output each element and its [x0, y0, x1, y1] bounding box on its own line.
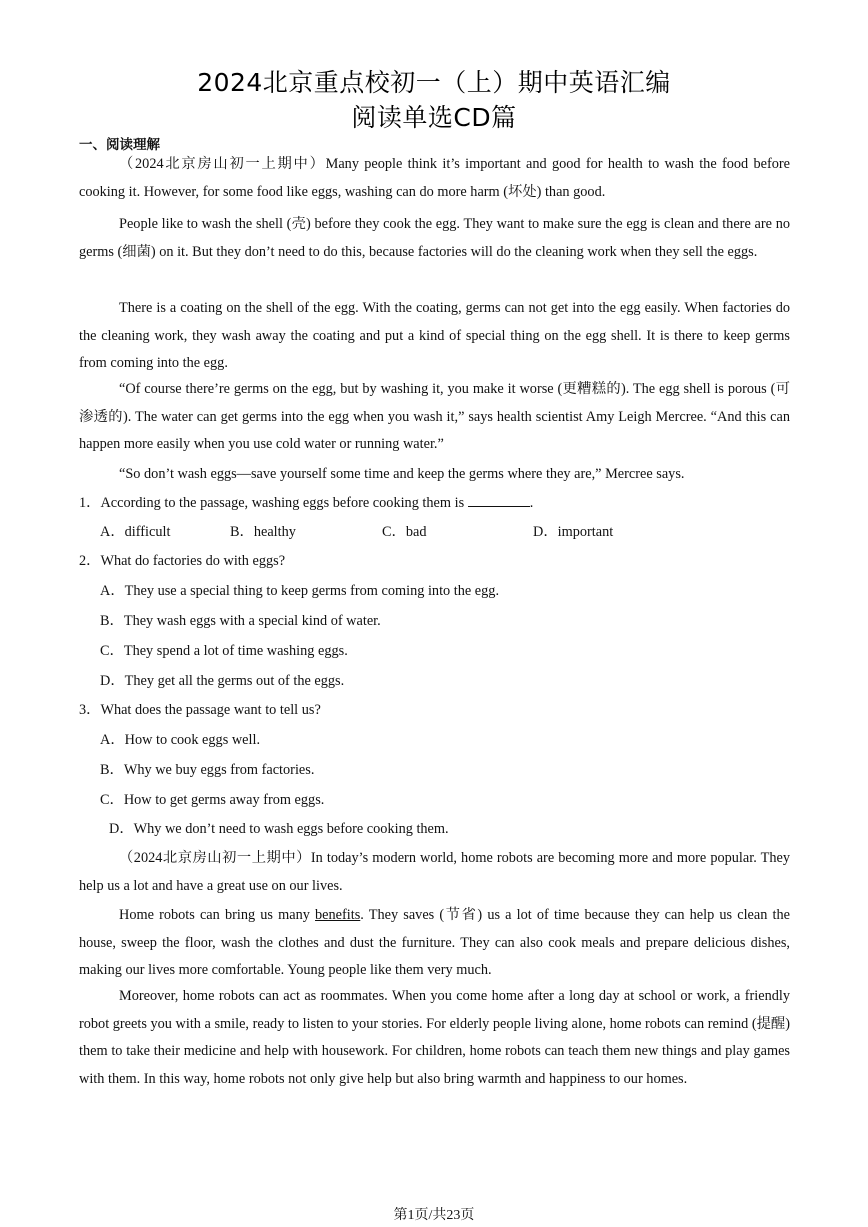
passage1-paragraph-1 [79, 151, 790, 206]
question-2-option-a: A．They use a special thing to keep germs from coming into the egg. [100, 583, 500, 599]
document-title: 2024北京重点校初一（上）期中英语汇编 [197, 68, 671, 97]
question-1-option-d: D．important [533, 524, 614, 540]
answer-blank [468, 492, 530, 507]
question-3-option-b: B．Why we buy eggs from factories. [100, 762, 315, 778]
passage2-paragraph-1 [79, 845, 790, 900]
passage1-paragraph-2: People like to wash the shell (壳) before they cook the egg. They want to make sure the egg is clean and there are no germs (细菌) on it. But they don’t need to do this, because factories will do the cleaning work when they sell the eggs. [79, 216, 790, 260]
question-3-stem: 3．What does the passage want to tell us? [79, 702, 321, 718]
section-heading: 一、阅读理解 [79, 137, 160, 153]
passage1-p1-text: Many people think it’s important and good for health to wash the food before cooking it. However, for some food like eggs, washing can do more harm (坏处) than good. [79, 156, 790, 200]
question-2-stem: 2．What do factories do with eggs? [79, 553, 286, 569]
question-3-option-c: C．How to get germs away from eggs. [100, 792, 325, 808]
passage1-paragraph-5: “So don’t wash eggs—save yourself some time and keep the germs where they are,” Mercree says. [119, 466, 685, 482]
question-2-option-b: B．They wash eggs with a special kind of water. [100, 613, 381, 629]
question-2-option-c: C．They spend a lot of time washing eggs. [100, 643, 348, 659]
question-1-stem: 1．According to the passage, washing eggs before cooking them is . [79, 492, 533, 513]
document-subtitle: 阅读单选CD篇 [351, 103, 517, 132]
passage2-paragraph-3: Moreover, home robots can act as roommates. When you come home after a long day at school or work, a friendly robot greets you with a smile, ready to listen to your stories. For elderly people living alone, home robots can remind (提醒) them to take their medicine and help with housework. For children, home robots can teach them new things and play games with them. In this way, home robots not only give help but also bring warmth and happiness to our homes. [79, 988, 790, 1087]
question-1-option-a: A．difficult [100, 524, 171, 540]
passage2-paragraph-2: Home robots can bring us many benefits. They saves (节省) us a lot of time because they can help us clean the house, sweep the floor, wash the clothes and dust the furniture. They can also cook meals and prepare delicious dishes, making our lives more comfortable. Young people like them very much. [79, 907, 790, 978]
question-3-option-d: D．Why we don’t need to wash eggs before cooking them. [109, 821, 449, 837]
underlined-word: benefits [315, 907, 361, 923]
question-1-option-c: C．bad [382, 524, 427, 540]
question-2-option-d: D．They get all the germs out of the eggs. [100, 673, 345, 689]
passage2-p1-text: In today’s modern world, home robots are becoming more and more popular. They help us a lot and have a great use on our lives. [79, 850, 790, 894]
passage2-source: （2024北京房山初一上期中） [119, 850, 311, 866]
passage1-source: （2024北京房山初一上期中） [119, 156, 326, 172]
page-number-footer: 第1页/共23页 [393, 1208, 475, 1223]
passage1-paragraph-3: There is a coating on the shell of the egg. With the coating, germs can not get into the egg easily. When factories do the cleaning work, they wash away the coating and put a kind of special thing on the egg shell. It is there to keep germs from coming into the egg. [79, 300, 790, 371]
passage1-paragraph-4: “Of course there’re germs on the egg, but by washing it, you make it worse (更糟糕的). The egg shell is porous (可渗透的). The water can get germs into the egg when you wash it,” says health scientist Amy Leigh Mercree. “And this can happen more easily when you use cold water or running water.” [79, 381, 790, 452]
question-3-option-a: A．How to cook eggs well. [100, 732, 261, 748]
question-1-option-b: B．healthy [230, 524, 296, 540]
